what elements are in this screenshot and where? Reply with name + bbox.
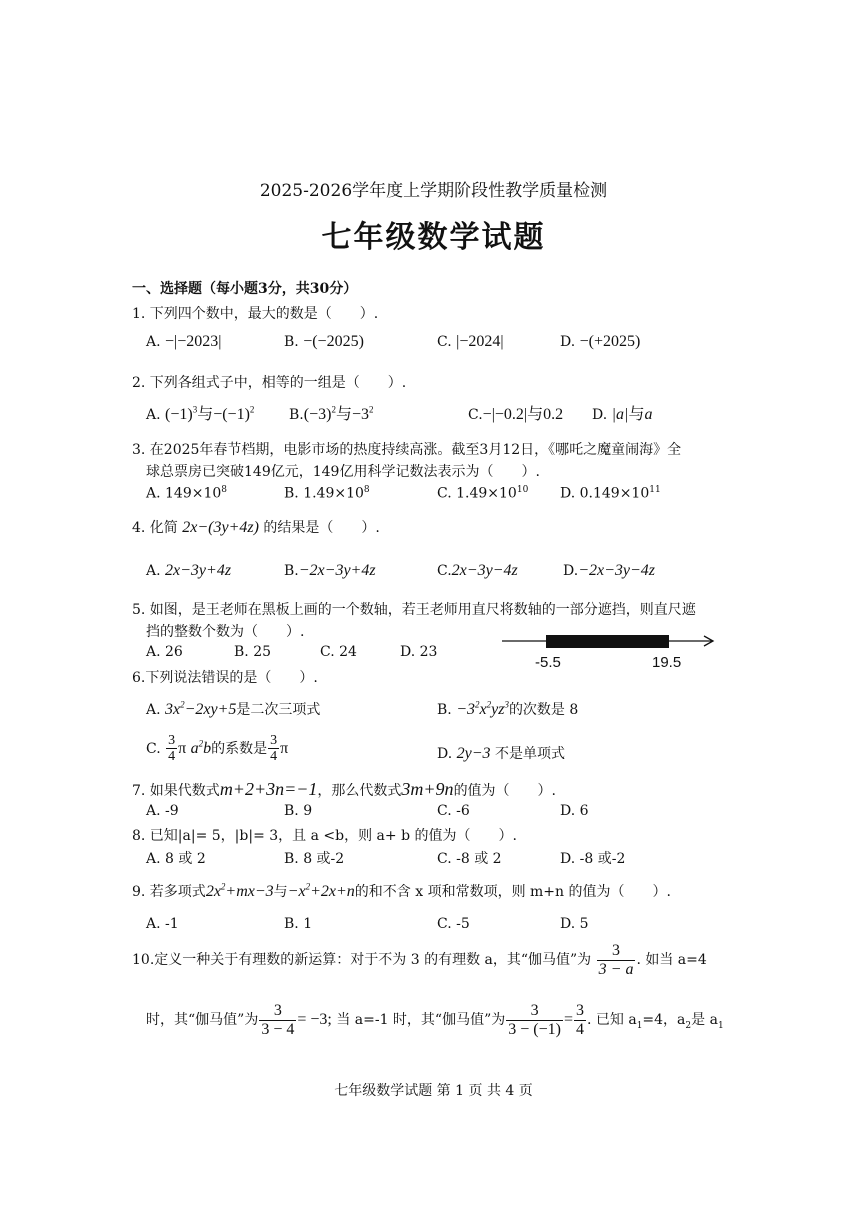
- question-9-option-c: C. -5: [437, 916, 470, 932]
- page-footer: 七年级数学试题 第 1 页 共 4 页: [334, 1083, 533, 1099]
- question-5-option-c: C. 24: [320, 644, 357, 660]
- question-9-option-a: A. -1: [146, 916, 179, 932]
- question-8-option-b: B. 8 或-2: [284, 851, 345, 867]
- exam-subtitle: 2025-2026学年度上学期阶段性教学质量检测: [259, 181, 608, 201]
- question-2-option-a: A. $(-1)^3$与$-(-1)^2$: [146, 404, 255, 423]
- exam-title: 七年级数学试题: [321, 220, 546, 255]
- question-2-stem: 2. 下列各组式子中，相等的一组是（ ）.: [132, 375, 407, 391]
- question-8-option-d: D. -8 或-2: [560, 851, 626, 867]
- question-8-stem: 8. 已知|a|= 5，|b|= 3，且 a <b，则 a+ b 的值为（ ）.: [132, 828, 517, 844]
- question-3-option-d: D. $0.149\times 10^{11}$: [560, 485, 661, 502]
- question-1-option-b: B. −(−2025): [284, 333, 364, 350]
- question-7-option-a: A. -9: [146, 803, 179, 819]
- question-4-option-d: D.−2x−3y−4z: [563, 562, 656, 579]
- question-5-stem-cont: 挡的整数个数为（ ）.: [146, 624, 305, 640]
- question-2-option-b: $B.(-3)^2$与$-3^2$: [289, 404, 374, 423]
- section-heading: 一、选择题（每小题3分，共30分）: [132, 281, 358, 297]
- ruler-block: [546, 635, 669, 648]
- question-2-option-d: D. |a|与a: [592, 406, 653, 423]
- question-5-option-d: D. 23: [400, 644, 438, 660]
- question-6-option-b: B. $-3^2x^2yz^3$的次数是 8: [437, 699, 579, 718]
- question-1-stem: 1. 下列四个数中，最大的数是（ ）.: [132, 306, 379, 322]
- question-6-option-c: C. $\frac{3}{4}$ π $a^2b$的系数是 $\frac{3}{4}$ π: [146, 733, 289, 765]
- question-9-stem: 9. 若多项式$2x^2+mx-3$与$-x^2+2x+n$的和不含 x 项和常数项，则 m+n 的值为（ ）.: [132, 881, 671, 900]
- question-4-option-a: A. 2x−3y+4z: [146, 562, 232, 579]
- question-10-line-2: 时，其“伽马值”为 $\frac{3}{3 - 4}$ = −3; 当 a=-1 时，其“伽马值”为 $\frac{3}{3 - (-1)}$ = $\frac{3}{4}$ . 已知 $a_1=4$，$a_2$是 $a_1$: [146, 1002, 724, 1038]
- question-5-stem: 5. 如图，是王老师在黑板上画的一个数轴，若王老师用直尺将数轴的一部分遮挡，则直尺遮: [132, 602, 696, 618]
- axis-label-left: -5.5: [535, 654, 561, 671]
- question-3-option-a: A. $149\times 10^8$: [146, 485, 228, 502]
- axis-label-right: 19.5: [652, 654, 682, 671]
- question-7-option-d: D. 6: [560, 803, 589, 819]
- question-7-option-c: C. -6: [437, 803, 470, 819]
- question-4-option-c: C.2x−3y−4z: [437, 562, 518, 579]
- question-5-option-b: B. 25: [234, 644, 272, 660]
- question-9-option-b: B. 1: [284, 916, 313, 932]
- question-1-option-a: A. −|−2023|: [146, 333, 222, 350]
- question-8-option-c: C. -8 或 2: [437, 851, 502, 867]
- question-9-option-d: D. 5: [560, 916, 589, 932]
- question-2-option-c: C.−|−0.2|与0.2: [468, 406, 564, 423]
- question-6-option-d: D. 2y−3 不是单项式: [437, 745, 565, 762]
- question-1-option-c: C. |−2024|: [437, 333, 504, 350]
- question-7-stem: 7. 如果代数式m+2+3n=−1，那么代数式3m+9n的值为（ ）.: [132, 779, 557, 799]
- question-3-stem: 3. 在2025年春节档期，电影市场的热度持续高涨。截至3月12日，《哪吒之魔童闹海》全: [132, 442, 682, 458]
- question-10-line-1: 10.定义一种关于有理数的新运算：对于不为 3 的有理数 a，其“伽马值”为 $\frac{3}{3 - a}$ . 如当 a=4: [132, 942, 707, 978]
- question-4-stem: 4. 化简 2x−(3y+4z) 的结果是（ ）.: [132, 519, 380, 536]
- question-6-option-a: A. $3x^2-2xy+5$是二次三项式: [146, 699, 321, 718]
- question-3-stem-cont: 球总票房已突破149亿元，149亿用科学记数法表示为（ ）.: [146, 464, 540, 480]
- number-line-figure: [500, 628, 720, 678]
- question-3-option-c: C. $1.49\times 10^{10}$: [437, 485, 529, 502]
- question-6-stem: 6.下列说法错误的是（ ）.: [132, 670, 318, 686]
- question-8-option-a: A. 8 或 2: [146, 851, 206, 867]
- question-5-option-a: A. 26: [146, 644, 183, 660]
- question-4-option-b: B.−2x−3y+4z: [284, 562, 376, 579]
- question-1-option-d: D. −(+2025): [560, 333, 641, 350]
- question-3-option-b: B. $1.49\times 10^8$: [284, 485, 370, 502]
- question-7-option-b: B. 9: [284, 803, 313, 819]
